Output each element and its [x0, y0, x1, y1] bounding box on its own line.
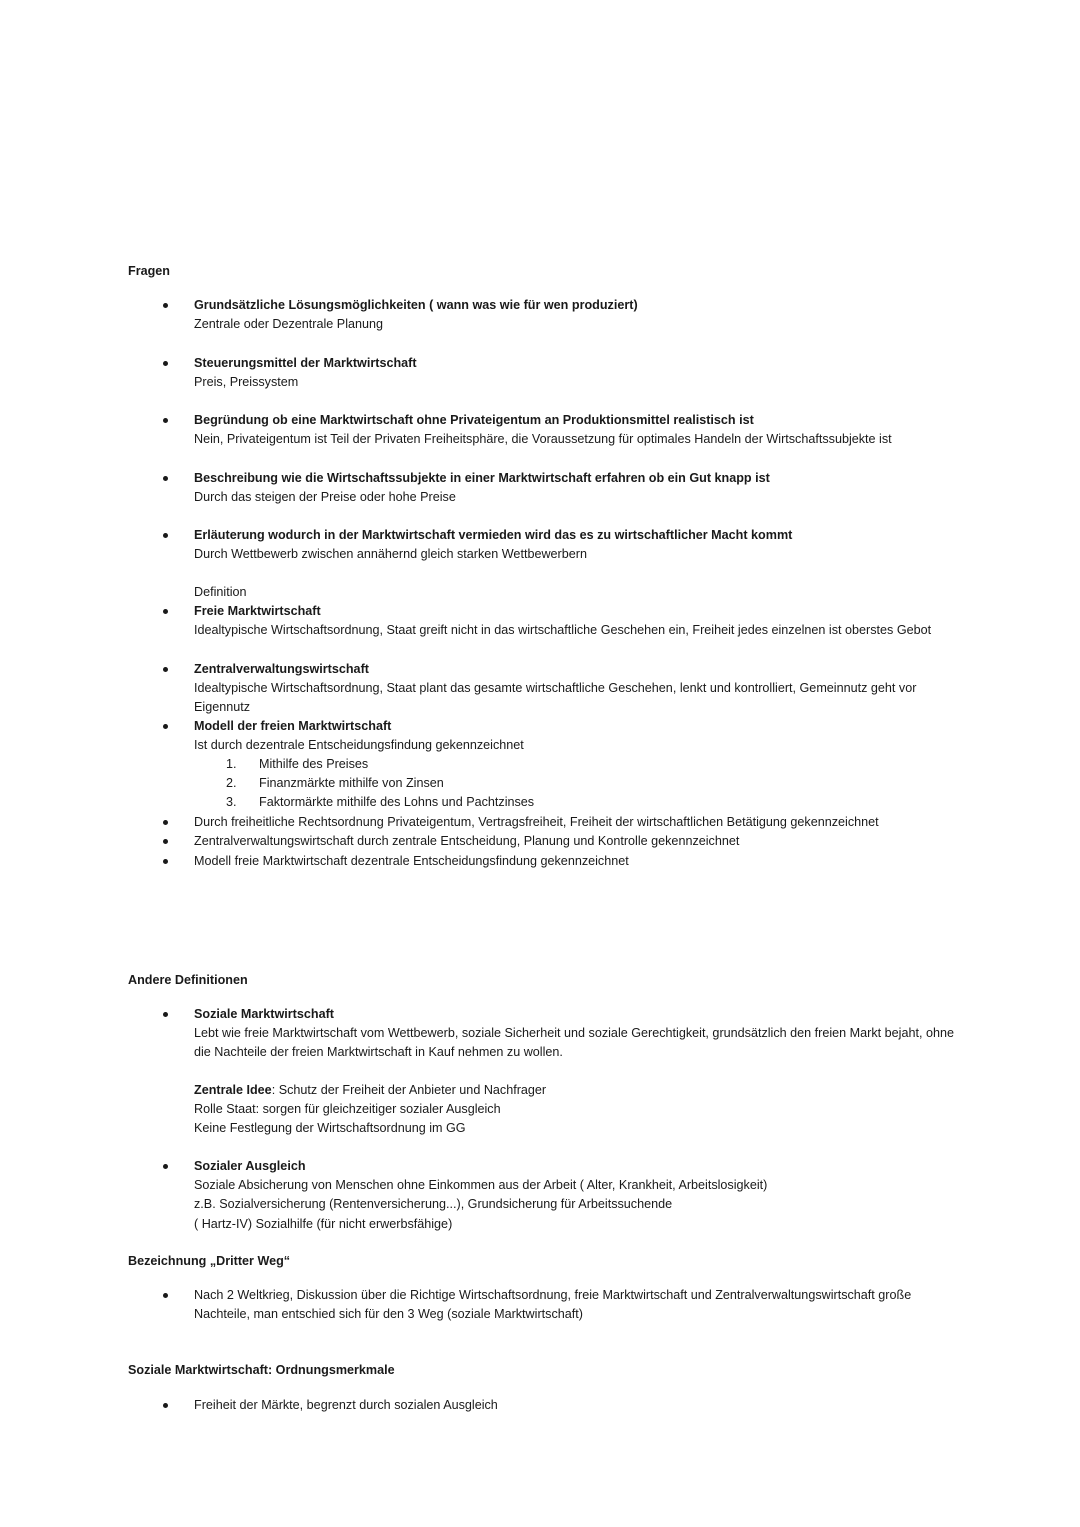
ordnungsmerkmal-text: Freiheit der Märkte, begrenzt durch sozialen Ausgleich	[194, 1398, 498, 1412]
question-item	[194, 526, 954, 564]
definition-title: Zentralverwaltungswirtschaft	[194, 662, 369, 676]
question-item	[194, 296, 954, 334]
list-number: 2.	[226, 776, 237, 790]
definition-label: Definition	[194, 585, 247, 599]
list-item: Faktormärkte mithilfe des Lohns und Pachtzinses	[259, 795, 535, 809]
list-number: 3.	[226, 795, 237, 809]
zentrale-idee	[194, 1081, 954, 1100]
heading-andere-definitionen: Andere Definitionen	[128, 973, 248, 987]
question-title: Steuerungsmittel der Marktwirtschaft	[194, 356, 417, 370]
zentrale-idee-label: Zentrale Idee	[194, 1083, 272, 1097]
bullet	[163, 533, 168, 538]
definition-item	[194, 602, 954, 640]
dritter-weg-text: Nach 2 Weltkrieg, Diskussion über die Richtige Wirtschaftsordnung, freie Marktwirtschaft und Zentralverwaltungswirtschaft große Nachteile, man entschied sich für den 3 Weg (soziale Marktwirtschaft)	[194, 1288, 912, 1322]
question-title: Beschreibung wie die Wirtschaftssubjekte in einer Marktwirtschaft erfahren ob ein Gut knapp ist	[194, 471, 770, 485]
bullet	[163, 609, 168, 614]
bullet	[163, 820, 168, 825]
definition-title: Modell der freien Marktwirtschaft	[194, 719, 392, 733]
bullet	[163, 303, 168, 308]
gg-note: Keine Festlegung der Wirtschaftsordnung im GG	[194, 1121, 466, 1135]
summary-item	[194, 813, 994, 832]
bullet	[163, 1012, 168, 1017]
list-item: Mithilfe des Preises	[259, 757, 369, 771]
summary-item	[194, 852, 954, 871]
bullet	[163, 1403, 168, 1408]
definition-body: Soziale Absicherung von Menschen ohne Einkommen aus der Arbeit ( Alter, Krankheit, Arbeitslosigkeit)	[194, 1178, 768, 1193]
definition-item	[194, 1157, 954, 1234]
question-item	[194, 469, 954, 507]
question-answer: Durch Wettbewerb zwischen annähernd gleich starken Wettbewerbern	[194, 547, 587, 562]
question-title: Grundsätzliche Lösungsmöglichkeiten ( wann was wie für wen produziert)	[194, 298, 638, 312]
bullet	[163, 361, 168, 366]
summary-text: Zentralverwaltungswirtschaft durch zentrale Entscheidung, Planung und Kontrolle gekennzeichnet	[194, 834, 740, 848]
bullet	[163, 859, 168, 864]
bullet	[163, 839, 168, 844]
definition-item	[194, 660, 954, 718]
list-item	[194, 1286, 954, 1324]
definition-body: Idealtypische Wirtschaftsordnung, Staat plant das gesamte wirtschaftliche Geschehen, lenkt und kontrolliert, Gemeinnutz geht vor Eigennutz	[194, 681, 917, 715]
question-answer: Durch das steigen der Preise oder hohe Preise	[194, 490, 456, 505]
definition-body: Ist durch dezentrale Entscheidungsfindung gekennzeichnet	[194, 738, 524, 753]
definition-title: Soziale Marktwirtschaft	[194, 1007, 334, 1021]
list-item: Finanzmärkte mithilfe von Zinsen	[259, 776, 444, 790]
question-title: Erläuterung wodurch in der Marktwirtschaft vermieden wird das es zu wirtschaftlicher Macht kommt	[194, 528, 793, 542]
list-number: 1.	[226, 757, 237, 771]
bullet	[163, 418, 168, 423]
definition-title: Freie Marktwirtschaft	[194, 604, 321, 618]
rolle-staat: Rolle Staat: sorgen für gleichzeitiger sozialer Ausgleich	[194, 1102, 501, 1116]
definition-body: z.B. Sozialversicherung (Rentenversicherung...), Grundsicherung für Arbeitssuchende	[194, 1197, 673, 1212]
question-item	[194, 411, 994, 449]
heading-fragen: Fragen	[128, 264, 170, 278]
bullet	[163, 1293, 168, 1298]
list-item	[194, 1396, 954, 1415]
summary-text: Modell freie Marktwirtschaft dezentrale Entscheidungsfindung gekennzeichnet	[194, 854, 629, 868]
zentrale-idee-text: : Schutz der Freiheit der Anbieter und Nachfrager	[271, 1083, 547, 1097]
definition-item	[194, 717, 954, 755]
definition-body: Lebt wie freie Marktwirtschaft vom Wettbewerb, soziale Sicherheit und soziale Gerechtigkeit, grundsätzlich den freien Markt bejaht, ohne die Nachteile der freien Marktwirtschaft in Kauf nehmen zu wollen.	[194, 1026, 954, 1060]
bullet	[163, 724, 168, 729]
definition-body: ( Hartz-IV) Sozialhilfe (für nicht erwerbsfähige)	[194, 1216, 453, 1231]
summary-text: Durch freiheitliche Rechtsordnung Privateigentum, Vertragsfreiheit, Freiheit der wirtschaftlichen Betätigung gekennzeichnet	[194, 815, 879, 829]
bullet	[163, 1164, 168, 1169]
heading-dritter-weg: Bezeichnung „Dritter Weg“	[128, 1254, 291, 1268]
bullet	[163, 476, 168, 481]
heading-ordnungsmerkmale: Soziale Marktwirtschaft: Ordnungsmerkmale	[128, 1363, 395, 1377]
definition-title: Sozialer Ausgleich	[194, 1159, 306, 1173]
question-title: Begründung ob eine Marktwirtschaft ohne Privateigentum an Produktionsmittel realistisch ist	[194, 413, 754, 427]
question-answer: Zentrale oder Dezentrale Planung	[194, 317, 384, 332]
question-answer: Preis, Preissystem	[194, 375, 299, 390]
definition-body: Idealtypische Wirtschaftsordnung, Staat greift nicht in das wirtschaftliche Geschehen ein, Freiheit jedes einzelnen ist oberstes Gebot	[194, 623, 932, 638]
definition-item	[194, 1005, 954, 1063]
question-item	[194, 354, 954, 392]
summary-item	[194, 832, 954, 851]
bullet	[163, 667, 168, 672]
question-answer: Nein, Privateigentum ist Teil der Privaten Freiheitsphäre, die Voraussetzung für optimales Handeln der Wirtschaftssubjekte ist	[194, 432, 892, 447]
